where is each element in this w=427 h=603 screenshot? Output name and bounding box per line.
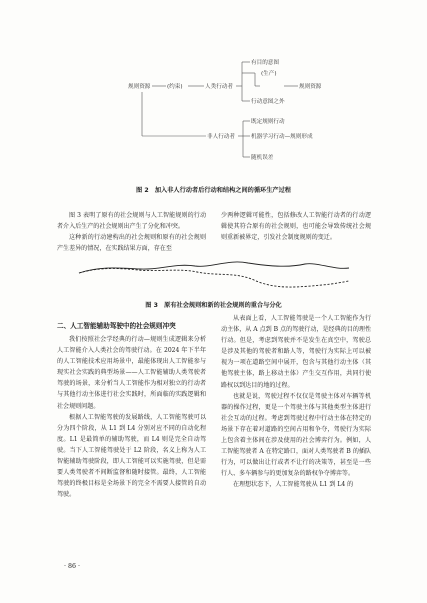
node-ml-actions: 机器学习行动—规则形成 <box>251 134 313 140</box>
figure-3-caption: 图 3 原有社会规则和新的社会规则的重合与分化 <box>145 302 282 309</box>
node-intended: 有目的意图 <box>251 60 279 66</box>
node-production: (生产) <box>261 71 277 77</box>
original-rules-curve <box>79 262 349 273</box>
figure-2-caption: 图 2 加入非人行动者后行动和结构之间的循环生产过程 <box>136 187 291 194</box>
node-unintended: 行动意图之外 <box>251 99 285 105</box>
node-rule-resource: 规则资源 <box>128 84 151 90</box>
left-column <box>57 321 206 500</box>
paragraph: 从表面上看，人工智能驾驶是一个人工智能作为行动主体，从 A 点到 B 点的驾驶行动，是经典的目的理性行动。但是，考虑到驾驶并不是发生在真空中，驾驶总是涉及其他的驾驶者和路人等，驾驶行为实际上可以被视为一项在道路空间中展开，包含与其他行动主体（其他驾驶主体，路上移动主体）产生交互作用，共同行使路权以到达目的地的过程。 <box>221 315 371 389</box>
page-number: · 86 · <box>64 563 81 570</box>
node-preset-rule: 既定规则行动 <box>251 119 285 125</box>
paragraph: 也就是说，驾驶过程不仅仅是驾驶主体对车辆等机器的操作过程，更是一个驾驶主体与其他类型主体进行社会互动的过程。考虑到驾驶过程中行动主体在特定的场景下存在着对道路的空间占用和争夺，驾驶行为实际上包含着主体间在涉及使用的社会博弈行为。例如，人工智能驾驶者 A 在特定路口，面对人类驾驶者 B 的插队行为，可以做出让行或者不让行的决策等，甚至是一些行人、多车辆参与的更加复杂的路权争夺博弈等。 <box>221 392 371 478</box>
paragraph: 在理想状态下，人工智能驾驶从 L1 到 L4 的 <box>233 481 354 489</box>
node-random: 随机误差 <box>251 155 274 161</box>
node-human-actor: 人类行动者 <box>205 84 233 90</box>
node-constraint: (约束) <box>167 84 183 90</box>
node-nonhuman-actor: 非人行动者 <box>207 134 235 140</box>
new-rules-curve <box>79 268 349 287</box>
paragraph: 我们按照社会学经典的行动—规则生成逻辑来分析人工智能介入人类社会的驾驶行动。在 2024 年下半年的人工智能技术应用场景中，最能体现出人工智能参与现实社会实践的典型场景——人工智能辅助人类驾驶者驾驶的场景，来分析当人工智能作为相对独立的行动者与其他行动主体进行社会实践时，所面临的实践逻辑和社会规则问题。 <box>57 336 206 410</box>
paragraph: 图 3 表明了原有的社会规则与人工智能规则的行动者介入后生产的社会规则出产生了分化和冲突。 <box>57 212 206 231</box>
right-column <box>221 313 371 491</box>
paragraph: 根据人工智能驾驶的发展路线，人工智能驾驶可以分为四个阶段，从 L1 到 L4 分别对应不同的自动化程度。L1 是最简单的辅助驾驶，而 L4 则是完全自动驾驶。当下人工智能驾驶处于 L2 阶段，名义上称为人工智能辅助驾驶阶段，即人工智能可以实施驾驶，但是需要人类驾驶者不间断监督和随时接管。最终，人工智能驾驶的终极目标是全场景下的完全不需要人接管的自动驾驶。 <box>57 413 206 499</box>
node-rule-resource-out: 规则资源 <box>299 84 322 90</box>
paragraph: 这种新的行动建构出的社会规则和原有的社会规则产生差异的情况，在实践结果方面，存在至 <box>57 234 206 253</box>
paragraph: 少两种逻辑可能性，包括修改人工智能行动者的行动逻辑使其符合原有的社会规则，也可能会导致传统社会规则重新被界定，引发社会制度规则的变迁。 <box>221 212 371 242</box>
section-heading: 二、人工智能辅助驾驶中的社会规则冲突 <box>57 322 176 330</box>
